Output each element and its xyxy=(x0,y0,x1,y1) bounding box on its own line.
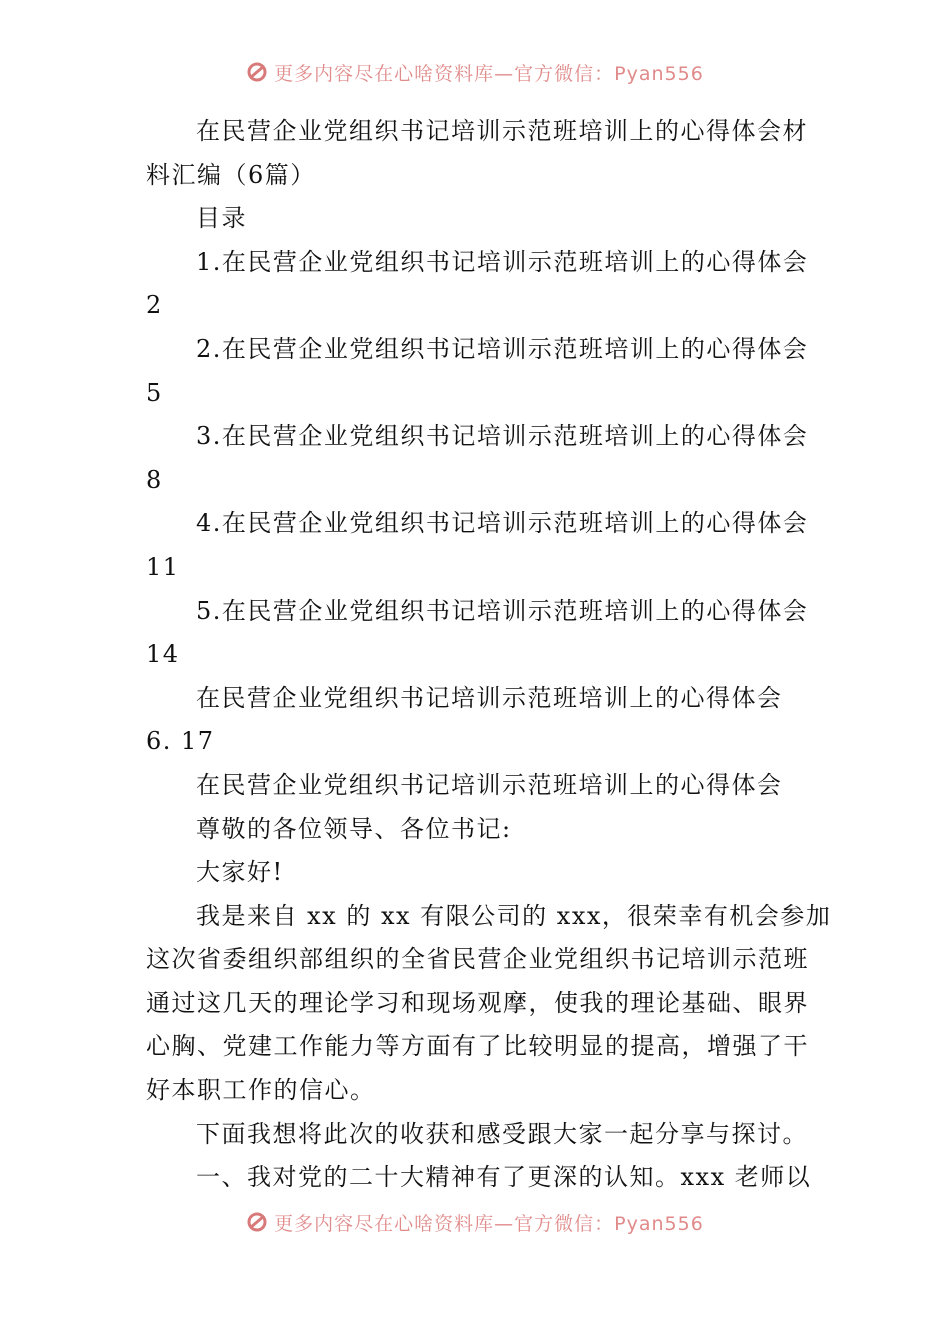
text-line: 11 xyxy=(146,552,180,581)
text-line: 在民营企业党组织书记培训示范班培训上的心得体会 xyxy=(196,770,783,799)
text-line: 大家好! xyxy=(196,858,284,887)
watermark-top xyxy=(0,57,950,87)
watermark-text: 更多内容尽在心啥资料库—官方微信：Pyan556 xyxy=(274,1212,704,1235)
text-line: 这次省委组织部组织的全省民营企业党组织书记培训示范班 xyxy=(146,945,809,974)
text-line: 好本职工作的信心。 xyxy=(146,1076,376,1105)
text-line: 通过这几天的理论学习和现场观摩，使我的理论基础、眼界 xyxy=(146,988,809,1017)
text-line: 2.在民营企业党组织书记培训示范班培训上的心得体会 xyxy=(196,334,809,363)
text-line: 目录 xyxy=(196,204,247,233)
text-line: 料汇编（6篇） xyxy=(146,160,316,189)
text-line: 4.在民营企业党组织书记培训示范班培训上的心得体会 xyxy=(196,509,809,538)
text-line: 6. 17 xyxy=(146,727,215,756)
watermark-text: 更多内容尽在心啥资料库—官方微信：Pyan556 xyxy=(274,62,704,85)
document-body xyxy=(146,110,832,1200)
text-line: 尊敬的各位领导、各位书记: xyxy=(196,814,512,843)
text-line: 14 xyxy=(146,640,180,669)
text-line: 一、我对党的二十大精神有了更深的认知。xxx 老师以 xyxy=(196,1163,812,1192)
text-line: 在民营企业党组织书记培训示范班培训上的心得体会 xyxy=(196,683,783,712)
text-line: 我是来自 xx 的 xx 有限公司的 xxx，很荣幸有机会参加 xyxy=(196,901,832,930)
text-line: 下面我想将此次的收获和感受跟大家一起分享与探讨。 xyxy=(196,1119,808,1148)
text-line: 8 xyxy=(146,465,163,494)
text-line: 5 xyxy=(146,378,163,407)
watermark-logo-icon xyxy=(246,61,268,83)
text-line: 1.在民营企业党组织书记培训示范班培训上的心得体会 xyxy=(196,247,809,276)
text-line: 3.在民营企业党组织书记培训示范班培训上的心得体会 xyxy=(196,422,809,451)
text-line: 5.在民营企业党组织书记培训示范班培训上的心得体会 xyxy=(196,596,809,625)
watermark-logo-icon xyxy=(246,1211,268,1233)
text-line: 心胸、党建工作能力等方面有了比较明显的提高，增强了干 xyxy=(146,1032,809,1061)
text-line: 2 xyxy=(146,291,163,320)
watermark-bottom xyxy=(0,1207,950,1237)
text-line: 在民营企业党组织书记培训示范班培训上的心得体会材 xyxy=(196,117,808,145)
